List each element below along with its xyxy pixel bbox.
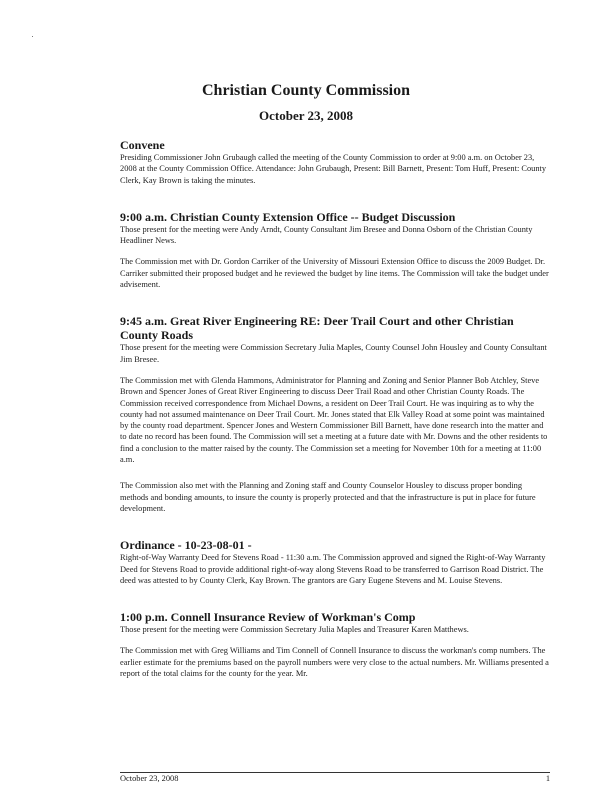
page-number: 1 <box>545 774 550 783</box>
section-heading-convene: Convene <box>120 138 165 152</box>
scan-speck <box>32 36 33 37</box>
section-paragraph: The Commission met with Dr. Gordon Carriker of the University of Missouri Extension Office to discuss the 2009 Budget. Dr. Carriker submitted their proposed budget and he reviewed the budget by line items. The Commission will take the budget under advisement. <box>120 257 549 290</box>
section-paragraph: Right-of-Way Warranty Deed for Stevens Road - 11:30 a.m. The Commission approved and signed the Right-of-Way Warranty Deed for Stevens Road to provide additional right-of-way along Stevens Road to be transferred to Garrison Road District. The deed was attested to by County Clerk, Kay Brown. The grantors are Gary Eugene Stevens and M. Louise Stevens. <box>120 553 546 585</box>
minutes-body <box>120 138 550 679</box>
page-footer <box>120 772 550 784</box>
section-paragraph: The Commission met with Greg Williams and Tim Connell of Connell Insurance to discuss the workman's comp numbers. The earlier estimate for the premiums based on the payroll numbers were very close to the actual numbers. Mr. Williams presented a report of the total claims for the county for the year. Mr. <box>120 646 549 679</box>
section-paragraph: The Commission met with Glenda Hammons, Administrator for Planning and Zoning and Senior Planner Bob Atchley, Steve Brown and Spencer Jones of Great River Engineering to discuss Deer Trail Road and other Christian County Roads. The Commission received correspondence from Michael Downs, a resident on Deer Trail Court. He was inquiring as to why the county had not assumed maintenance on Deer Trail Court. Mr. Jones stated that Elk Valley Road at some point was maintained by the county road department. Spencer Jones and Western Commissioner Bill Barnett, have done research into the matter and to date no record has been found. The Commission will set a meeting at a future date with Mr. Downs and the other residents to find a conclusion to the matter raised by the county. The Commission set a meeting for November 10th for a meeting at 11:00 a.m. <box>120 375 548 465</box>
footer-date: October 23, 2008 <box>120 774 179 783</box>
section-heading-ordinance: Ordinance - 10-23-08-01 - <box>120 538 252 553</box>
section-paragraph: Presiding Commissioner John Grubaugh called the meeting of the County Commission to order at 9:00 a.m. on October 23, 2008 at the County Commission Office. Attendance: John Grubaugh, Present: Bill Barnett, Present: Tom Huff, Present: County Clerk, Kay Brown is taking the minutes. <box>120 153 547 185</box>
section-paragraph: Those present for the meeting were Andy Arndt, County Consultant Jim Bresee and Donna Osborn of the Christian County Headliner News. <box>120 224 533 246</box>
section-paragraph: Those present for the meeting were Commission Secretary Julia Maples, County Counsel John Housley and County Consultant Jim Bresee. <box>120 343 547 364</box>
section-heading-extension-office: 9:00 a.m. Christian County Extension Office -- Budget Discussion <box>120 209 456 224</box>
meeting-date: October 23, 2008 <box>259 108 353 123</box>
section-paragraph: The Commission also met with the Planning and Zoning staff and County Counselor Housley to discuss proper bonding methods and bonding amounts, to insure the county is properly protected and that the infrastructure is put in place for future development. <box>120 481 536 513</box>
page-title: Christian County Commission <box>201 82 411 99</box>
section-paragraph: Those present for the meeting were Commission Secretary Julia Maples and Treasurer Karen Matthews. <box>120 625 469 635</box>
section-heading-great-river-engineering: 9:45 a.m. Great River Engineering RE: Deer Trail Court and other Christian County Roads <box>120 314 514 343</box>
section-heading-connell-insurance: 1:00 p.m. Connell Insurance Review of Workman's Comp <box>120 610 416 625</box>
